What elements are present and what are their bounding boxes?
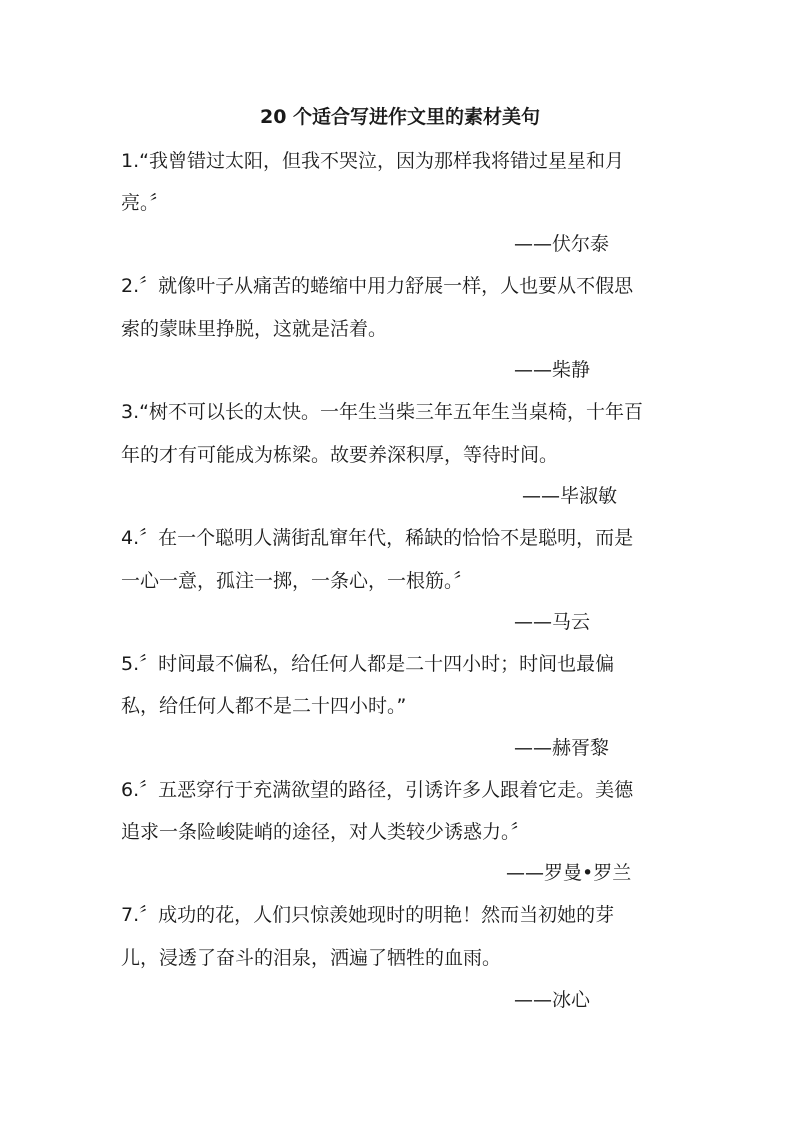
quote-5-line-2: 私，给任何人都不是二十四小时。”: [121, 695, 407, 717]
quote-2-author: ——柴静: [514, 359, 591, 381]
quote-4-line-1: 4.〞在一个聪明人满街乱窜年代，稀缺的恰恰不是聪明，而是: [121, 527, 634, 549]
quote-4-line-2: 一心一意，孤注一掷，一条心，一根筋。〞: [121, 570, 473, 592]
quote-6-line-1: 6.〞五恶穿行于充满欲望的路径，引诱许多人跟着它走。美德: [121, 779, 634, 801]
quote-5-line-1: 5.〞时间最不偏私，给任何人都是二十四小时；时间也最偏: [121, 653, 615, 675]
quote-1-line-2: 亮。〞: [121, 192, 169, 214]
quote-6-author: ——罗曼•罗兰: [506, 862, 632, 884]
quote-7-line-2: 儿，浸透了奋斗的泪泉，洒遍了牺牲的血雨。: [121, 947, 502, 969]
quote-7-author: ——冰心: [514, 989, 591, 1011]
quote-6-line-2: 追求一条险峻陡峭的途径，对人类较少诱惑力。〞: [121, 821, 530, 843]
quote-3-author: ——毕淑敏: [522, 485, 618, 507]
quote-3-line-2: 年的才有可能成为栋梁。故要养深积厚，等待时间。: [121, 444, 559, 466]
quote-7-line-1: 7.〞成功的花，人们只惊羡她现时的明艳！然而当初她的芽: [121, 904, 615, 926]
quote-2-line-2: 索的蒙昧里挣脱，这就是活着。: [121, 318, 388, 340]
quote-4-author: ——马云: [514, 611, 591, 633]
document-title: 20 个适合写进作文里的素材美句: [259, 106, 541, 128]
quote-1-author: ——伏尔泰: [514, 233, 610, 255]
quote-2-line-1: 2.〞就像叶子从痛苦的蜷缩中用力舒展一样，人也要从不假思: [121, 275, 634, 297]
quote-1-line-1: 1.“我曾错过太阳，但我不哭泣，因为那样我将错过星星和月: [121, 150, 624, 172]
quote-5-author: ——赫胥黎: [514, 737, 610, 759]
quote-3-line-1: 3.“树不可以长的太快。一年生当柴三年五年生当桌椅，十年百: [121, 401, 643, 423]
